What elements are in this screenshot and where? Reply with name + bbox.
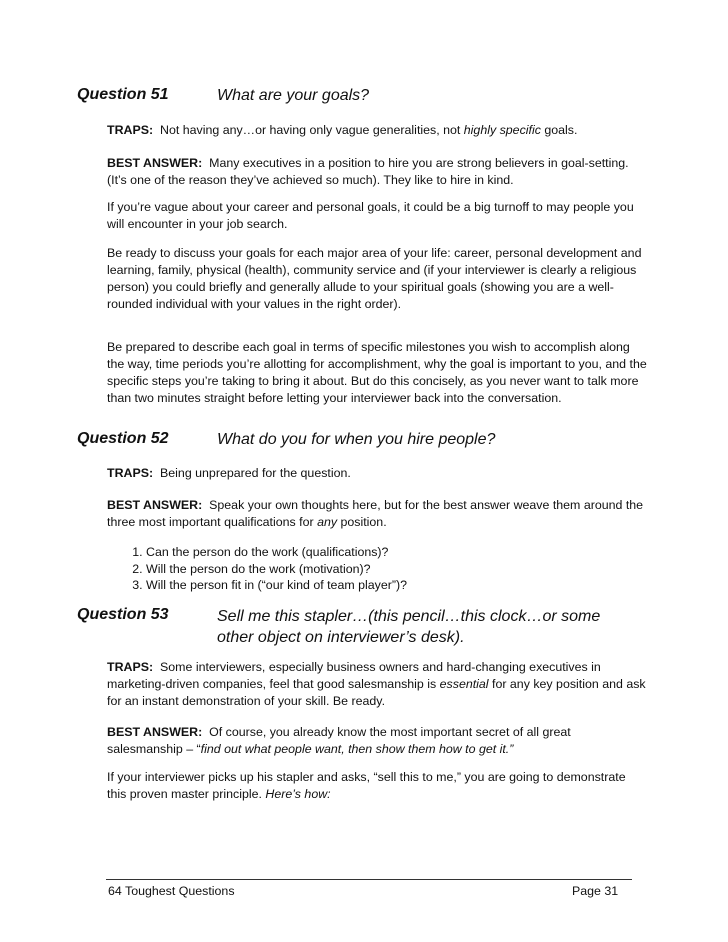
- best-answer-text: Many executives in a position to hire you are strong believers in goal-setting. (It’s one of the reason they’ve achieved so much). They like to hire in kind.: [107, 156, 629, 187]
- q53-traps: [107, 659, 647, 710]
- best-answer-label: BEST ANSWER:: [107, 725, 203, 739]
- traps-text-end: goals.: [540, 123, 578, 137]
- best-answer-text-end: position.: [337, 515, 387, 529]
- traps-label: TRAPS:: [107, 123, 154, 137]
- best-answer-text: Of course, you already know the most important secret of all great salesmanship – “: [107, 725, 571, 756]
- qualifications-list: [108, 544, 646, 594]
- q51-paragraph-2: Be ready to discuss your goals for each major area of your life: career, personal development and learning, family, physical (health), community service and (if your interviewer is clearly a religious person) you could briefly and generally allude to your spiritual goals (showing you are a well-rounded individual with your values in the right order).: [107, 246, 642, 311]
- paragraph-text: If your interviewer picks up his stapler and asks, “sell this to me,” you are going to demonstrate this proven master principle.: [107, 770, 626, 801]
- traps-text: Not having any…or having only vague generalities, not: [160, 123, 464, 137]
- best-answer-text: Speak your own thoughts here, but for the best answer weave them around the three most important qualifications for: [107, 498, 644, 529]
- best-answer-emphasis: any: [317, 515, 338, 529]
- q51-best-answer: [107, 155, 647, 189]
- q51-traps: [107, 122, 647, 139]
- footer-divider: [106, 879, 632, 880]
- q53-paragraph-1: [107, 769, 647, 803]
- question-number: Question 52: [77, 430, 169, 447]
- question-number: Question 51: [77, 86, 169, 103]
- page-number: Page 31: [572, 884, 619, 898]
- question-number: Question 53: [77, 606, 169, 623]
- question-title: What are your goals?: [217, 87, 370, 104]
- footer-title: 64 Toughest Questions: [108, 884, 235, 898]
- q52-traps: [107, 465, 647, 482]
- best-answer-label: BEST ANSWER:: [107, 156, 203, 170]
- paragraph-emphasis: Here’s how:: [265, 787, 331, 801]
- traps-label: TRAPS:: [107, 660, 154, 674]
- traps-text: Some interviewers, especially business owners and hard-changing executives in marketing-driven companies, feel that good salesmanship is: [107, 660, 601, 691]
- q52-best-answer: [107, 497, 647, 531]
- q53-best-answer: [107, 724, 647, 758]
- best-answer-emphasis: find out what people want, then show them how to get it.”: [200, 742, 514, 756]
- question-title: What do you for when you hire people?: [217, 431, 496, 448]
- q51-paragraph-3: Be prepared to describe each goal in terms of specific milestones you wish to accomplish along the way, time periods you’re allotting for accomplishment, why the goal is important to you, and the specific steps you’re taking to bring it about. But do this concisely, as you never want to talk more than two minutes straight before letting your interviewer back into the conversation.: [107, 340, 647, 405]
- traps-text-end: for any key position and ask for an instant demonstration of your skill. Be ready.: [107, 677, 646, 708]
- traps-emphasis: highly specific: [463, 123, 541, 137]
- traps-label: TRAPS:: [107, 466, 154, 480]
- traps-text: Being unprepared for the question.: [160, 466, 351, 480]
- list-item: 2. Will the person do the work (motivation)?: [146, 561, 646, 578]
- q51-paragraph-1: If you’re vague about your career and personal goals, it could be a big turnoff to may people you will encounter in your job search.: [107, 200, 634, 231]
- traps-emphasis: essential: [439, 677, 489, 691]
- question-title: Sell me this stapler…(this pencil…this clock…or some other object on interviewer’s desk).: [217, 608, 601, 646]
- list-item: 1. Can the person do the work (qualifications)?: [146, 544, 646, 561]
- best-answer-label: BEST ANSWER:: [107, 498, 203, 512]
- list-item: 3. Will the person fit in (“our kind of team player”)?: [146, 577, 646, 594]
